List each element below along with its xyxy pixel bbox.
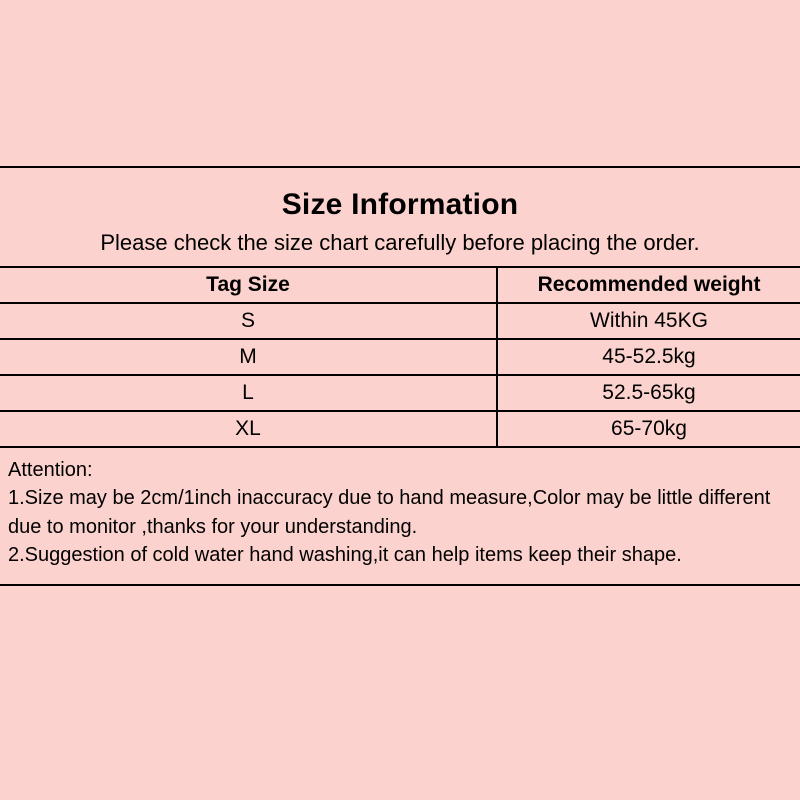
page-title: Size Information [281, 188, 519, 221]
table-header-recommended-weight: Recommended weight [497, 267, 800, 303]
size-chart-table [0, 266, 800, 448]
attention-line-1: 1.Size may be 2cm/1inch inaccuracy due to hand measure,Color may be little different due to monitor ,thanks for your understanding. [8, 487, 771, 538]
cell-recommended-weight: 45-52.5kg [497, 339, 800, 375]
cell-recommended-weight: Within 45KG [497, 303, 800, 339]
size-information-card [0, 166, 800, 586]
cell-tag-size: M [0, 339, 497, 375]
table-row [0, 411, 800, 447]
table-row [0, 375, 800, 411]
table-row [0, 339, 800, 375]
subtitle-text: Please check the size chart carefully before placing the order. [100, 230, 700, 255]
attention-heading: Attention: [8, 459, 93, 481]
cell-tag-size: S [0, 303, 497, 339]
table-row [0, 303, 800, 339]
table-header-tag-size: Tag Size [0, 267, 497, 303]
attention-line-2: 2.Suggestion of cold water hand washing,it can help items keep their shape. [8, 544, 682, 567]
cell-recommended-weight: 65-70kg [497, 411, 800, 447]
cell-recommended-weight: 52.5-65kg [497, 375, 800, 411]
cell-tag-size: XL [0, 411, 497, 447]
table-header-row [0, 267, 800, 303]
cell-tag-size: L [0, 375, 497, 411]
attention-section [0, 448, 800, 584]
